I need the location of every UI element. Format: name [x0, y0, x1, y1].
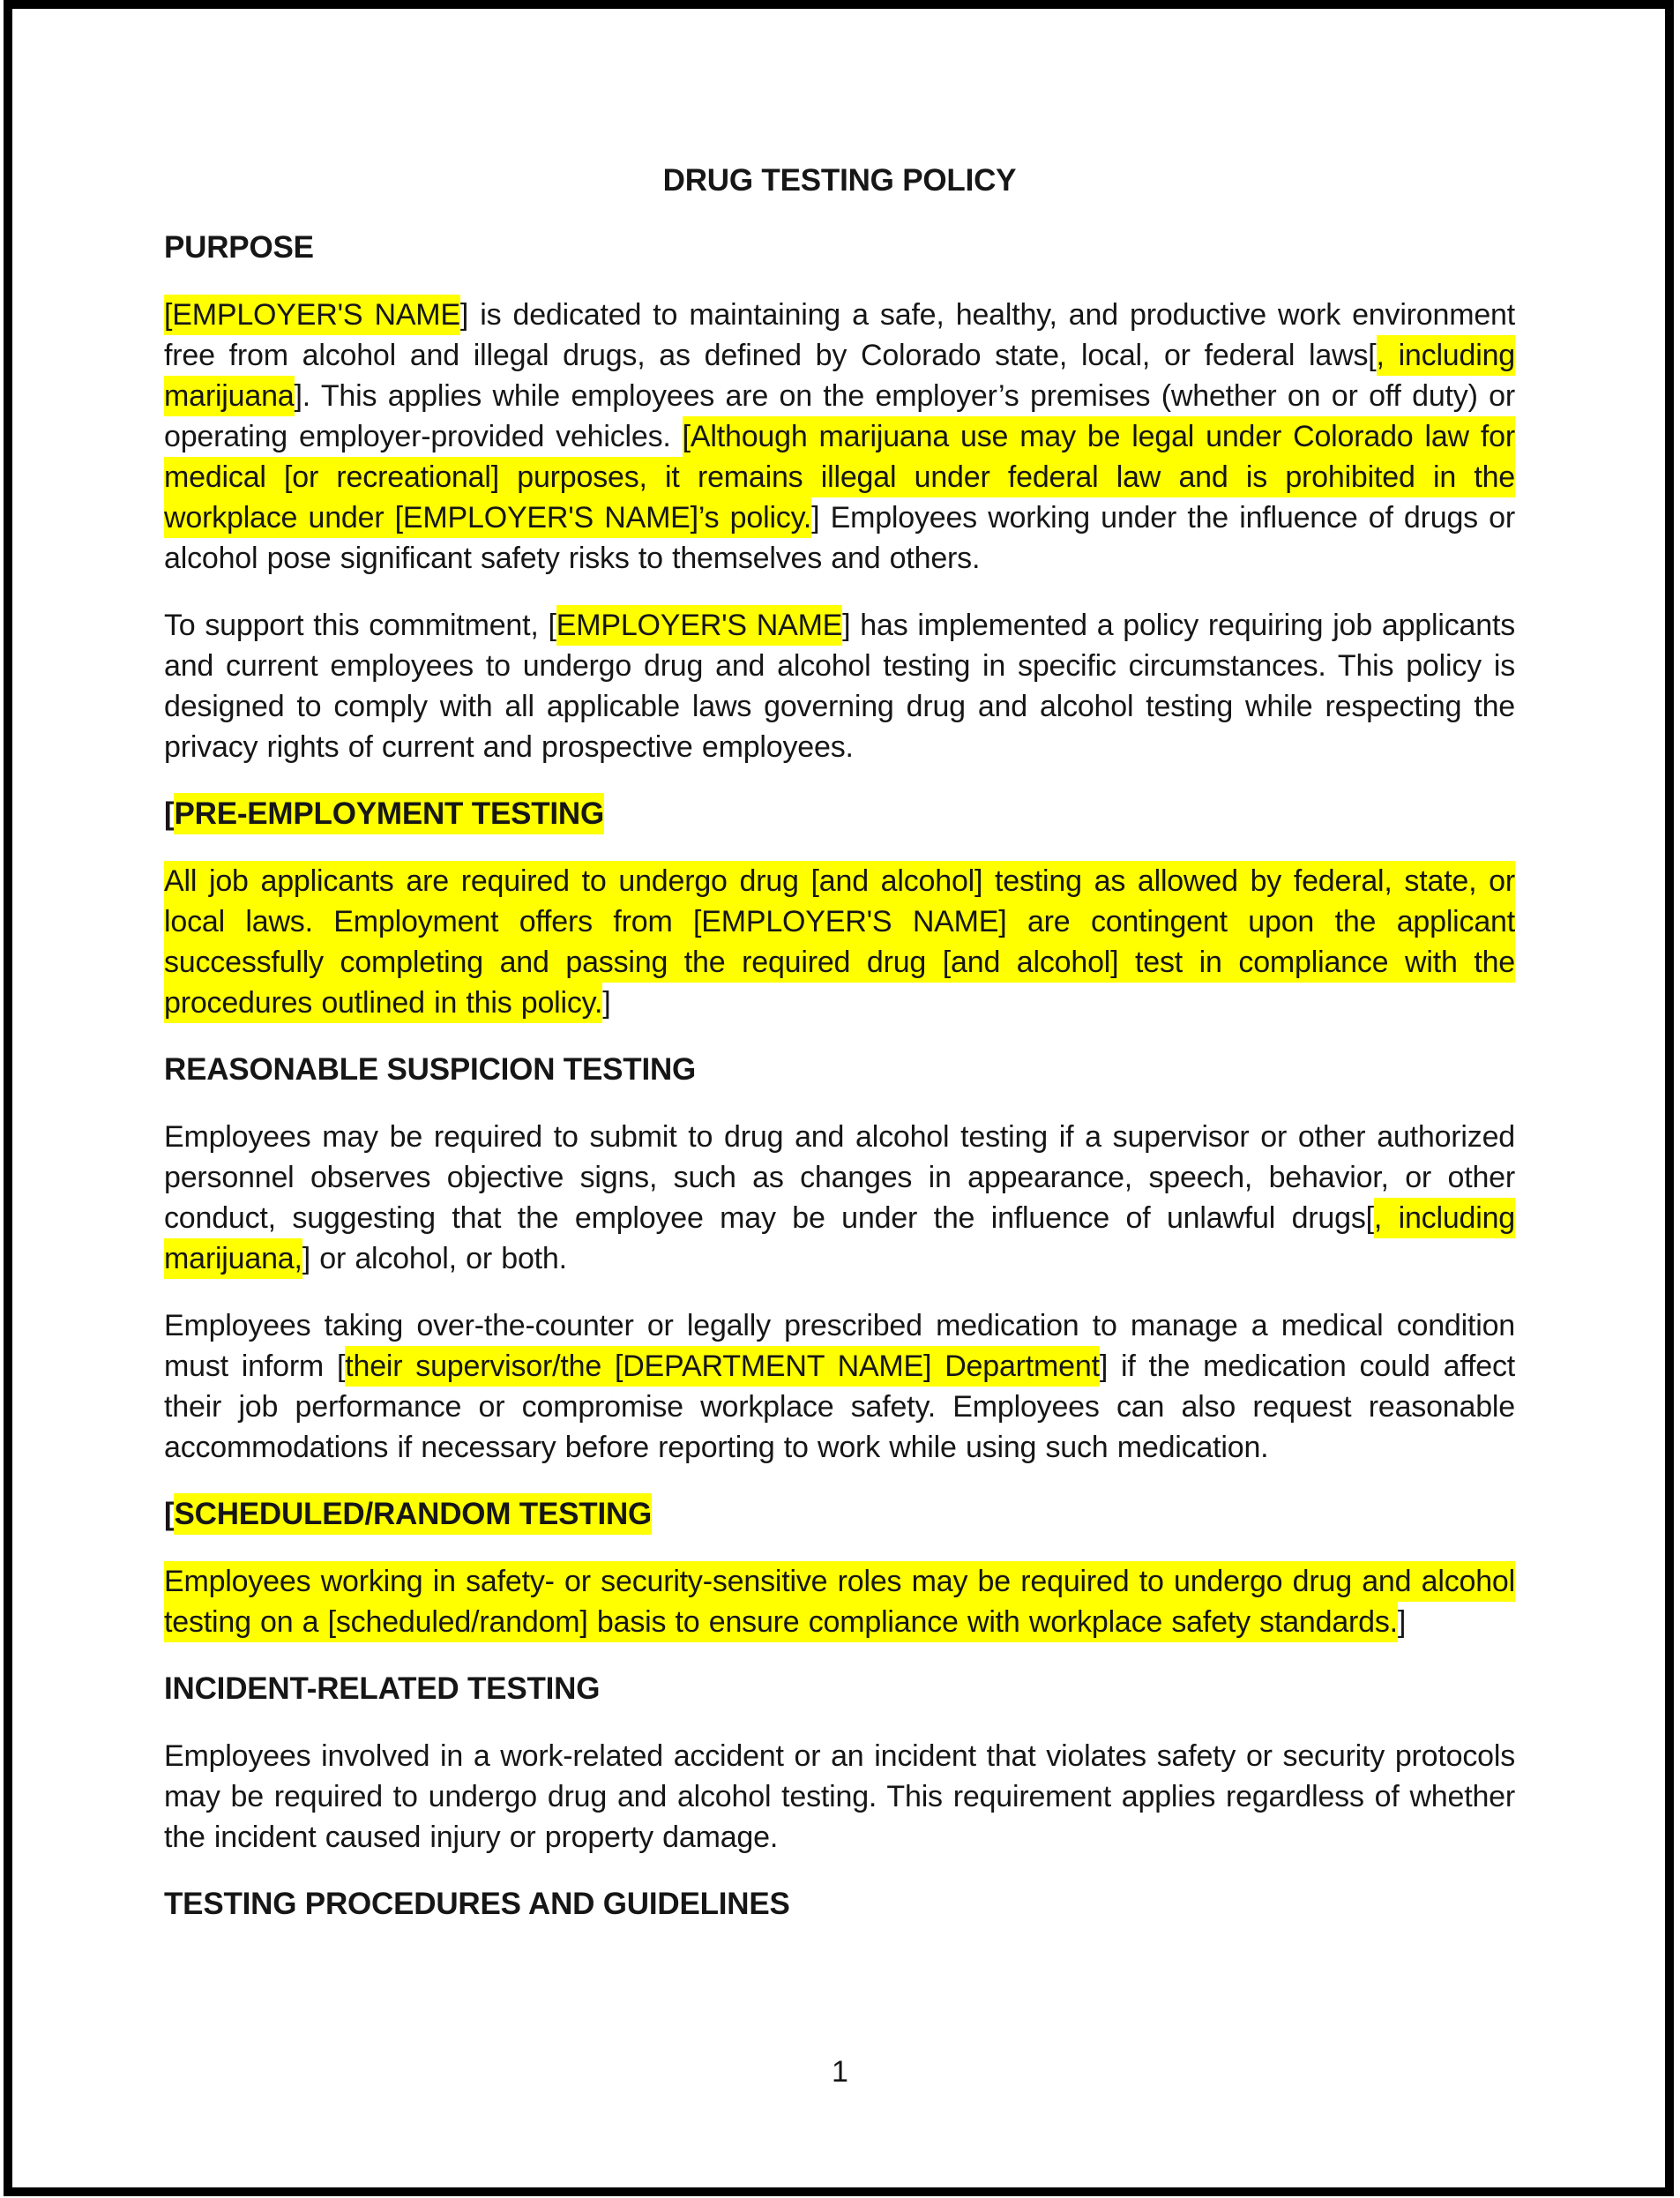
- text-segment: Employees may be required to submit to drug and alcohol testing if a supervisor or other authorized personnel observes objective signs, such as changes in appearance, speech, behavior, or other conduct, suggesting that the employee may be under the influence of unlawful drugs[: [164, 1120, 1515, 1235]
- text-segment: Employees involved in a work-related accident or an incident that violates safety or security protocols may be required to undergo drug and alcohol testing. This requirement applies regardless of whether the incident caused injury or property damage.: [164, 1739, 1515, 1854]
- heading-incident-related-testing: [164, 1669, 1515, 1709]
- highlighted-segment: [EMPLOYER'S NAME: [164, 295, 460, 335]
- text-segment: ] is dedicated to maintaining a safe, healthy, and productive work environment free from alcohol and illegal drugs, as defined by Colorado state, local, or federal laws[: [164, 298, 1515, 372]
- text-segment: Employees taking over-the-counter or legally prescribed medication to manage a medical condition must inform [: [164, 1309, 1515, 1383]
- text-segment: ]: [602, 986, 611, 1020]
- highlighted-segment: [Although marijuana use may be legal under Colorado law for medical [or recreational] purposes, it remains illegal under federal law and is prohibited in the workplace under [EMPLOYER'S NAME]’s policy.: [164, 416, 1515, 538]
- heading-reasonable-suspicion-testing: [164, 1050, 1515, 1090]
- text-segment: TESTING PROCEDURES AND GUIDELINES: [164, 1887, 790, 1921]
- heading-scheduled-random-testing: [164, 1494, 1515, 1535]
- text-segment: ] Employees working under the influence of drugs or alcohol pose significant safety risks to themselves and others.: [164, 501, 1516, 575]
- text-segment: ]. This applies while employees are on the employer’s premises (whether on or off duty) or operating employer-provided vehicles.: [164, 379, 1515, 453]
- page-number: 1: [832, 2055, 848, 2089]
- highlighted-segment: their supervisor/the [DEPARTMENT NAME] Department: [345, 1346, 1100, 1387]
- text-segment: REASONABLE SUSPICION TESTING: [164, 1052, 697, 1087]
- heading-testing-procedures: [164, 1884, 1515, 1925]
- highlighted-segment: SCHEDULED/RANDOM TESTING: [174, 1493, 652, 1535]
- document-body: [164, 228, 1515, 1925]
- scheduled-random-paragraph: [164, 1561, 1515, 1642]
- page-content: [164, 161, 1515, 1951]
- text-segment: PURPOSE: [164, 230, 314, 265]
- text-segment: INCIDENT-RELATED TESTING: [164, 1671, 601, 1706]
- purpose-paragraph-1: [164, 295, 1515, 579]
- heading-pre-employment-testing: [164, 794, 1515, 834]
- highlighted-segment: Employees working in safety- or security-sensitive roles may be required to undergo drug and alcohol testing on a [scheduled/random] basis to ensure compliance with workplace safety standards.: [164, 1561, 1515, 1642]
- highlighted-segment: PRE-EMPLOYMENT TESTING: [174, 793, 604, 834]
- heading-purpose: [164, 228, 1515, 268]
- incident-related-paragraph: [164, 1736, 1515, 1858]
- highlighted-segment: All job applicants are required to undergo drug [and alcohol] testing as allowed by federal, state, or local laws. Employment offers from [EMPLOYER'S NAME] are contingent upon the applicant successfully completing and passing the required drug [and alcohol] test in compliance with the procedures outlined in this policy.: [164, 861, 1515, 1023]
- reasonable-suspicion-paragraph-1: [164, 1117, 1515, 1279]
- purpose-paragraph-2: [164, 605, 1515, 767]
- reasonable-suspicion-paragraph-2: [164, 1305, 1515, 1468]
- highlighted-segment: , including marijuana: [164, 335, 1515, 416]
- document-title: DRUG TESTING POLICY: [662, 163, 1017, 198]
- highlighted-segment: , including marijuana,: [164, 1198, 1515, 1279]
- text-segment: To support this commitment, [: [164, 609, 556, 642]
- pre-employment-paragraph: [164, 861, 1515, 1023]
- text-segment: ]: [1397, 1605, 1407, 1639]
- text-segment: [: [164, 1497, 175, 1531]
- text-segment: ] has implemented a policy requiring job applicants and current employees to undergo drug and alcohol testing in specific circumstances. This policy is designed to comply with all applicable laws governing drug and alcohol testing while respecting the privacy rights of current and prospective employees.: [164, 609, 1515, 764]
- text-segment: ] or alcohol, or both.: [302, 1242, 567, 1275]
- highlighted-segment: EMPLOYER'S NAME: [556, 605, 842, 646]
- text-segment: [: [164, 796, 175, 831]
- text-segment: ] if the medication could affect their job performance or compromise workplace safety. Employees can also request reasonable accommodations if necessary before reporting to work while using such medication.: [164, 1349, 1515, 1464]
